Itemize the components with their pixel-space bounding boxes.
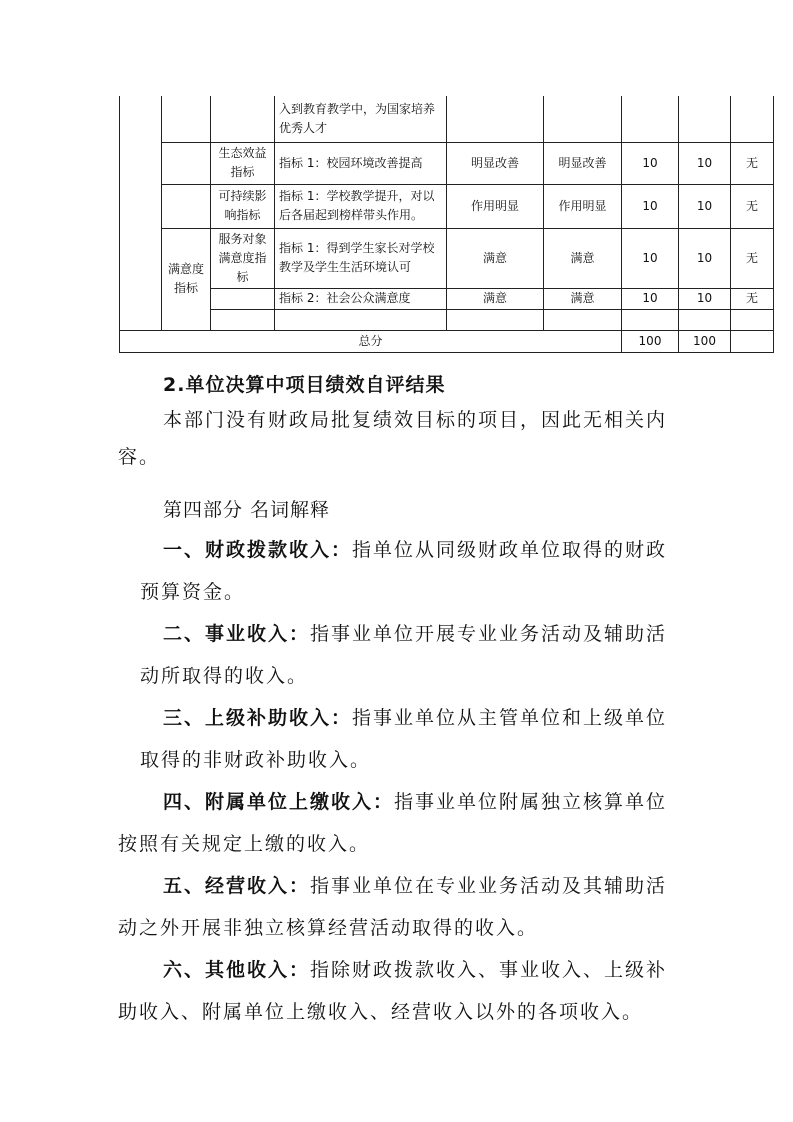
table-row (120, 309, 774, 330)
term-name: 六、其他收入： (163, 959, 311, 981)
total-label: 总分 (120, 330, 622, 352)
table-row (120, 288, 774, 309)
indicator-text: 入到教育教学中，为国家培养优秀人才 (275, 96, 447, 142)
indicator-text: 指标 1：得到学生家长对学校教学及学生生活环境认可 (275, 228, 447, 288)
term-definition (118, 781, 678, 865)
term-continuation: 取得的非财政补助收入。 (140, 749, 372, 771)
indicator-text: 指标 1：学校教学提升，对以后各届起到榜样带头作用。 (275, 184, 447, 228)
term-line (118, 529, 678, 571)
table-cell (679, 309, 731, 330)
term-continuation: 动所取得的收入。 (140, 665, 309, 687)
table-cell (622, 96, 679, 142)
total-score: 100 (679, 330, 731, 352)
term-line (118, 613, 678, 655)
table-cell (447, 309, 544, 330)
score-value: 10 (679, 142, 731, 184)
table-cell (162, 96, 211, 142)
score-value: 10 (679, 288, 731, 309)
table-cell (447, 96, 544, 142)
indicator-text: 指标 2：社会公众满意度 (275, 288, 447, 309)
term-text: 指除财政拨款收入、事业收入、上级补 (310, 959, 668, 981)
term-line (118, 865, 678, 907)
term-text: 指事业单位从主管单位和上级单位 (352, 707, 668, 729)
sub-category: 服务对象满意度指标 (211, 228, 275, 288)
weight-value: 10 (622, 288, 679, 309)
table-cell (731, 96, 774, 142)
score-value: 10 (679, 228, 731, 288)
category: 满意度指标 (162, 228, 211, 330)
table-cell (622, 309, 679, 330)
term-definition (118, 697, 678, 781)
deviation-note: 无 (731, 288, 774, 309)
term-text: 指事业单位在专业业务活动及其辅助活 (310, 875, 668, 897)
table-row (120, 96, 774, 142)
table-cell (731, 330, 774, 352)
table-row (120, 142, 774, 184)
performance-indicator-table (119, 96, 774, 353)
term-continuation: 预算资金。 (140, 581, 246, 603)
weight-value: 10 (622, 228, 679, 288)
sub-category: 可持续影响指标 (211, 184, 275, 228)
deviation-note: 无 (731, 228, 774, 288)
target-value: 作用明显 (447, 184, 544, 228)
term-definition (118, 529, 678, 613)
section-heading: 2.单位决算中项目绩效自评结果 (163, 374, 446, 396)
table-cell (211, 96, 275, 142)
term-definition (118, 865, 678, 949)
term-line (118, 697, 678, 739)
sub-category: 生态效益指标 (211, 142, 275, 184)
target-value: 满意 (447, 288, 544, 309)
target-value: 明显改善 (447, 142, 544, 184)
table-cell (679, 96, 731, 142)
indicator-text: 指标 1：校园环境改善提高 (275, 142, 447, 184)
total-weight: 100 (622, 330, 679, 352)
target-value: 满意 (447, 228, 544, 288)
term-continuation: 动之外开展非独立核算经营活动取得的收入。 (118, 917, 539, 939)
term-name: 五、经营收入： (163, 875, 311, 897)
performance-table (119, 96, 773, 358)
table-cell (162, 184, 211, 228)
weight-value: 10 (622, 142, 679, 184)
table-cell (211, 288, 275, 309)
table-cell (544, 309, 622, 330)
table-cell (162, 142, 211, 184)
paragraph: 本部门没有财政局批复绩效目标的项目，因此无相关内容。 (118, 409, 668, 468)
term-line (118, 781, 678, 823)
term-text: 指事业单位附属独立核算单位 (394, 791, 668, 813)
score-value: 10 (679, 184, 731, 228)
term-definition (118, 613, 678, 697)
weight-value: 10 (622, 184, 679, 228)
table-cell (731, 309, 774, 330)
deviation-note: 无 (731, 142, 774, 184)
section-title: 第四部分 名词解释 (163, 499, 331, 521)
term-text: 指事业单位开展专业业务活动及辅助活 (310, 623, 668, 645)
table-cell (275, 309, 447, 330)
actual-value: 作用明显 (544, 184, 622, 228)
actual-value: 明显改善 (544, 142, 622, 184)
table-cell (211, 309, 275, 330)
term-name: 一、财政拨款收入： (163, 539, 353, 561)
term-continuation: 按照有关规定上缴的收入。 (118, 833, 371, 855)
table-row (120, 184, 774, 228)
term-name: 四、附属单位上缴收入： (163, 791, 395, 813)
table-row (120, 228, 774, 288)
term-name: 三、上级补助收入： (163, 707, 353, 729)
term-definition (118, 949, 678, 1033)
deviation-note: 无 (731, 184, 774, 228)
term-continuation: 助收入、附属单位上缴收入、经营收入以外的各项收入。 (118, 1001, 644, 1023)
actual-value: 满意 (544, 288, 622, 309)
term-text: 指单位从同级财政单位取得的财政 (352, 539, 668, 561)
actual-value: 满意 (544, 228, 622, 288)
term-line (118, 949, 678, 991)
total-row (120, 330, 774, 352)
table-cell (120, 96, 162, 330)
term-name: 二、事业收入： (163, 623, 311, 645)
table-cell (544, 96, 622, 142)
